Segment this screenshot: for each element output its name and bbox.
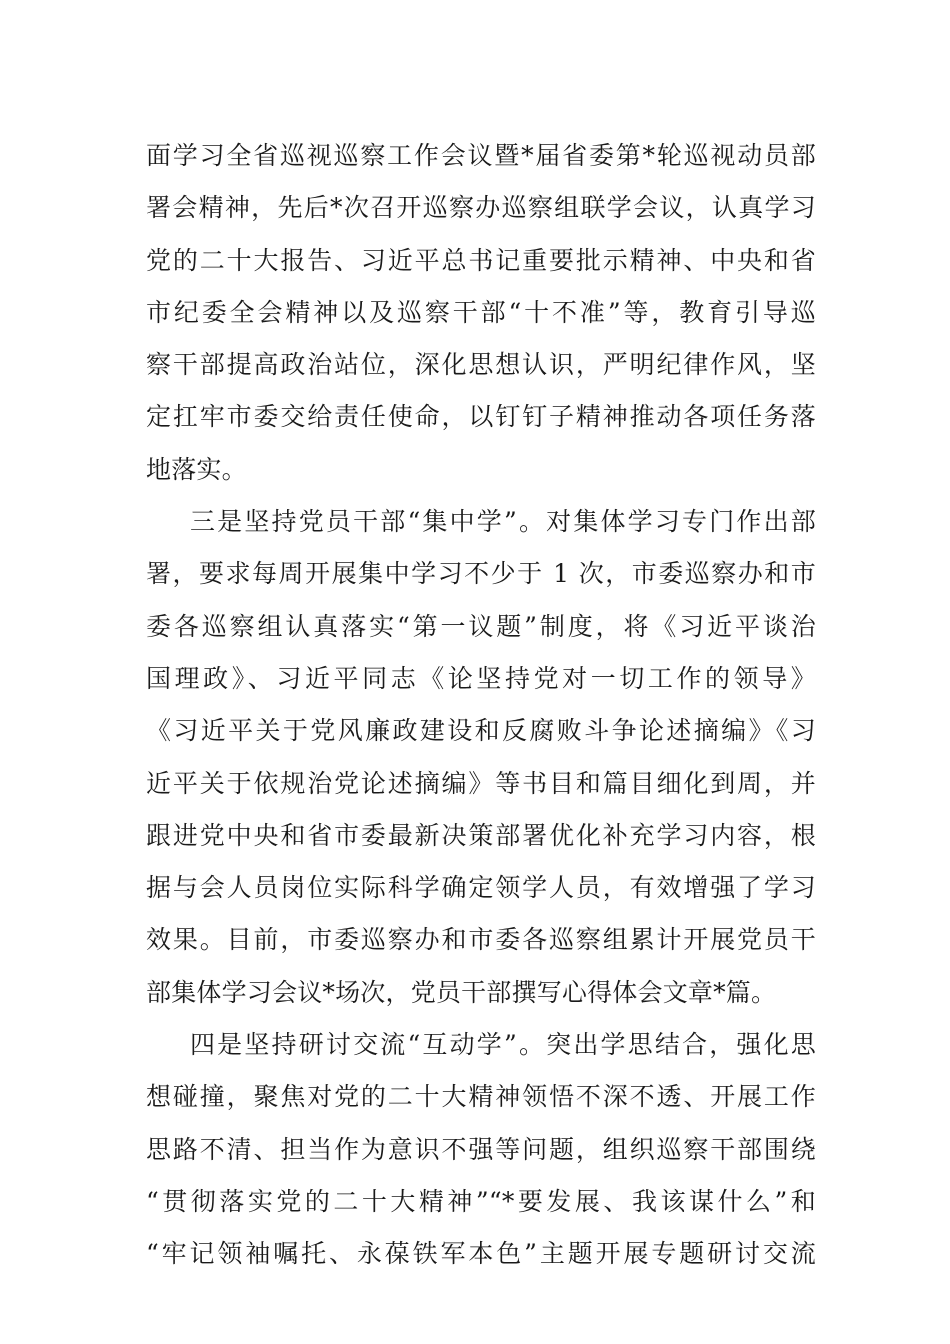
- text-line: 定扛牢市委交给责任使命，以钉钉子精神推动各项任务落: [146, 402, 816, 432]
- body-text: [146, 130, 816, 1281]
- text-line: 面学习全省巡视巡察工作会议暨*届省委第*轮巡视动员部: [146, 141, 816, 170]
- text-line: 署会精神，先后*次召开巡察办巡察组联学会议，认真学习: [146, 193, 816, 223]
- text-line: 市纪委全会精神以及巡察干部“十不准”等，教育引导巡: [146, 297, 816, 327]
- text-line: 部集体学习会议*场次，党员干部撰写心得体会文章*篇。: [146, 977, 777, 1007]
- text-line: 地落实。: [146, 454, 247, 484]
- text-line: 委各巡察组认真落实“第一议题”制度，将《习近平谈治: [146, 611, 816, 641]
- text-line: 署，要求每周开展集中学习不少于 1 次，市委巡察办和市: [146, 559, 816, 589]
- paragraph-start-line: 三是坚持党员干部“集中学”。对集体学习专门作出部: [190, 507, 816, 537]
- text-line: 近平关于依规治党论述摘编》等书目和篇目细化到周，并: [146, 768, 816, 798]
- text-line: 国理政》、习近平同志《论坚持党对一切工作的领导》: [146, 663, 816, 693]
- text-line: “牢记领袖嘱托、永葆铁军本色”主题开展专题研讨交流: [146, 1239, 816, 1269]
- text-line: 党的二十大报告、习近平总书记重要批示精神、中央和省: [146, 245, 816, 275]
- text-line: 察干部提高政治站位，深化思想认识，严明纪律作风，坚: [146, 350, 816, 380]
- text-line: 效果。目前，市委巡察办和市委各巡察组累计开展党员干: [146, 925, 816, 955]
- text-line: 据与会人员岗位实际科学确定领学人员，有效增强了学习: [146, 873, 816, 903]
- text-line: 跟进党中央和省市委最新决策部署优化补充学习内容，根: [146, 820, 816, 850]
- text-line: 《习近平关于党风廉政建设和反腐败斗争论述摘编》《习: [146, 716, 816, 746]
- text-line: “贯彻落实党的二十大精神”“*要发展、我该谋什么”和: [146, 1186, 816, 1216]
- paragraph-start-line: 四是坚持研讨交流“互动学”。突出学思结合，强化思: [190, 1030, 816, 1060]
- text-line: 思路不清、担当作为意识不强等问题，组织巡察干部围绕: [146, 1134, 816, 1164]
- text-line: 想碰撞，聚焦对党的二十大精神领悟不深不透、开展工作: [146, 1082, 816, 1112]
